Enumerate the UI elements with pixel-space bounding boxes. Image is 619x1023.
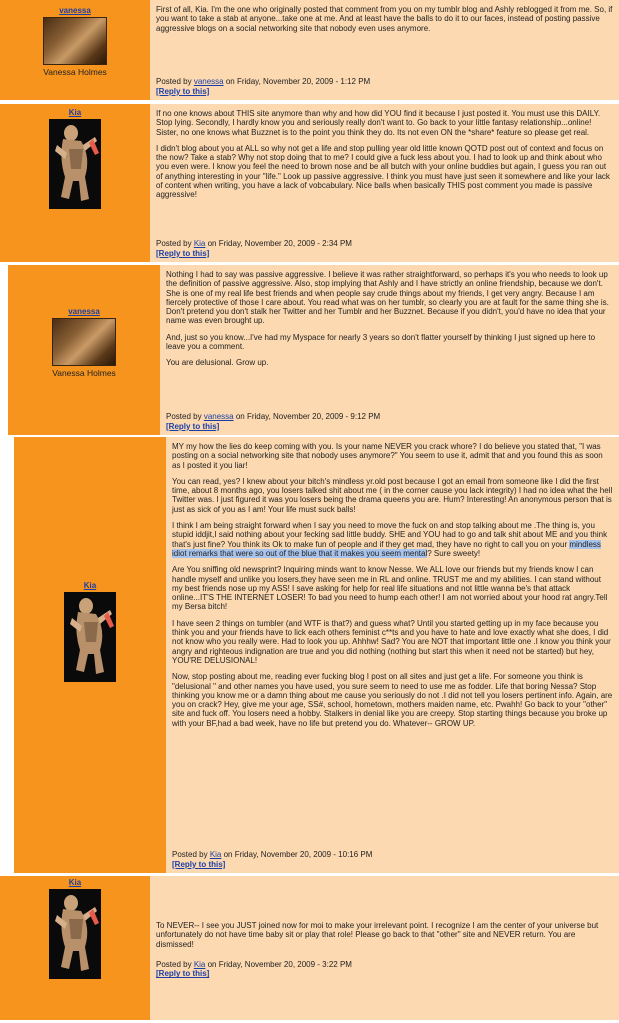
reply-link[interactable]: [Reply to this] (156, 969, 210, 979)
comment-body (160, 265, 619, 435)
posted-by-prefix: Posted by (156, 77, 194, 87)
posted-date: on Friday, November 20, 2009 - 2:34 PM (205, 239, 352, 249)
posted-date: on Friday, November 20, 2009 - 3:22 PM (205, 959, 352, 969)
author-username-link[interactable]: Kia (68, 108, 82, 117)
comment (0, 876, 619, 1020)
author-realname: Vanessa Holmes (52, 368, 116, 378)
reply-link[interactable]: [Reply to this] (166, 421, 220, 431)
comment-paragraph: Nothing I had to say was passive aggressive. I believe it was rather straightforward, so perhaps it's you who needs to look up the definition of passive aggressive. Also, stop implying that Ashly and I have strictly an online friendship, because we don't. She is one of my real life best friends and when people say crude things about my friends, I get very angry. Because I am fiercely protective of those I care about. You read what was on her tumblr, so clearly you are at fault for the same thing she is. Don't pretend you don't stalk her Twitter and her Tumblr and her Buzznet. Because if you didn't, you'd have no idea that your name was even brought up. (166, 270, 609, 326)
comment-author-panel (0, 104, 150, 262)
comment (0, 0, 619, 100)
posted-by-prefix: Posted by (156, 239, 194, 249)
comment-body (166, 437, 619, 873)
comment-paragraph: MY my how the lies do keep coming with you. Is your name NEVER you crack whore? I do believe you stated that, "I was posting on a social networking site that nobody uses anymore?" You seem to use it, admit that and you found this as soon as I posted it you liar! (172, 442, 603, 470)
comment-paragraph: And, just so you know...I've had my Myspace for nearly 3 years so don't flatter yourself by thinking I just signed up here to leave you a comment. (166, 332, 596, 352)
author-username-link[interactable]: Kia (193, 239, 206, 249)
author-username-link[interactable]: Kia (68, 878, 82, 887)
comment-meta (156, 77, 613, 86)
crouching-figure-avatar-icon[interactable] (49, 119, 101, 209)
comment-paragraph: Now, stop posting about me, reading ever fucking blog I post on all sites and just get a life. For someone you think is "delusional " and other names you have used, you sure seem to need to use me as fodder. Life that boring Nessa? Stop thinking you know me or a damn thing about me cause you seriously do not .I did not tell you losers pertinent info. Again, are you on crack? Hey, give me your age, SS#, school, hometown, mothers maiden name, etc. Pwahh! Go back to your "other" site and fuck off. You losers need a hobby. Stalkers in denial like you are creepy. Stop starting things because you broke up with your BF,had a bad week, have no life but pretend you do. Whatever-- GROW UP. (172, 672, 613, 728)
comment (8, 265, 619, 435)
photo-avatar-icon[interactable] (43, 17, 107, 65)
comment-meta (156, 239, 613, 248)
reply-link[interactable]: [Reply to this] (172, 859, 226, 869)
reply-link[interactable]: [Reply to this] (156, 86, 210, 96)
author-username-link[interactable]: vanessa (59, 6, 91, 15)
comment-text: ? Sure sweety! (427, 548, 481, 558)
comment-author-panel (0, 876, 150, 1020)
comment-paragraph: You can read, yes? I knew about your bitch's mindless yr.old post because I got an email from someone like I did the first time, about 8 months ago, you losers talked shit about me ( in the corner cause you lack integrity) I had no idea what the hell Twitter was. I just figured it was you losers being the drama queens you are. Hum? Interesting! An anonymous person that is just as sick of you as I am! Your life must suck balls! (172, 476, 613, 514)
posted-date: on Friday, November 20, 2009 - 10:16 PM (221, 850, 373, 860)
comment-paragraph: If no one knows about THIS site anymore than why and how did YOU find it because I just posted it. You must use this DAILY. Stop lying. Secondly, I hardly know you and seriously really don't want to. Go back to your little fantasy relationship...online! Sister, no one knows what Buzznet is to the point you think they do. Its not even ON the *share* feature so please get real. (156, 109, 601, 137)
photo-avatar-icon[interactable] (52, 318, 116, 366)
author-username-link[interactable]: vanessa (68, 307, 100, 316)
comment-paragraph: I have seen 2 things on tumbler (and WTF is that?) and guess what? Until you started getting up in my face because you think you and your friends have to lick each others feminist c**ts and you have to hate and love exactly what she does, I did not know who you really were. Had to look you up. Ahhhw! Sad? You are NOT that important little one .I know you think your angry and righteous indignation are true and you did nothing (nothing but start this when it need not be started) but hey, YOU'RE DELUSIONAL! (172, 618, 611, 665)
author-username-link[interactable]: Kia (193, 959, 206, 969)
comment-meta (166, 412, 613, 421)
comment-paragraph: To NEVER-- I see you JUST joined now for moi to make your irrelevant point. I recognize I am the center of your universe but unfortunately do not have time baby sit or play that role! Please go back to that "other" site and NEVER return. You are dismissed! (156, 921, 599, 949)
comment-author-panel (0, 0, 150, 100)
comment-paragraph (172, 521, 613, 558)
posted-date: on Friday, November 20, 2009 - 9:12 PM (233, 412, 381, 422)
comment-paragraph: First of all, Kia. I'm the one who originally posted that comment from you on my tumblr blog and Ashly reblogged it from me. So, if you want to take a stab at anyone...take one at me. And at least have the balls to do it to our faces, instead of posting passive aggressive blogs on a social networking site that nobody even uses anymore. (156, 5, 613, 33)
highlighted-text-selection[interactable]: mindless idiot remarks that were so out of the blue that it makes you seem mental (172, 539, 601, 558)
comment-paragraph: Are You sniffing old newsprint? Inquiring minds want to know Nesse. We ALL love our friends but my friends know I can handle myself and unlike you losers,they have seen me in RL and online. TRUST me and my abilities. I can stand without my best friends nose up my ASS! I save asking for help for real life situations and not little wanna be's that attack online...IT'S THE INTERNET LOSER! To bad you need to hump each other! I am not worried about your hood rat angry.Tell my Bersa bitch! (172, 565, 608, 612)
comment-body (150, 0, 619, 100)
comment-paragraph: You are delusional. Grow up. (166, 358, 269, 368)
posted-date: on Friday, November 20, 2009 - 1:12 PM (223, 77, 371, 87)
posted-by-prefix: Posted by (156, 959, 194, 969)
comment-body (150, 104, 619, 262)
reply-link[interactable]: [Reply to this] (156, 248, 210, 258)
comment (0, 104, 619, 262)
comment-body (150, 876, 619, 1020)
author-username-link[interactable]: vanessa (193, 77, 224, 87)
comment-paragraph: I didn't blog about you at ALL so why not get a life and stop pulling year old little known QOTD post out of context and focus on the now? Take a stab? Why not stop doing that to me? I could give a fuck less about you. I had to look up and think about who you even were. I know you feel the need to brown nose and be all butch with your online buddies but again, I guess you ran out of anything interesting in your "life." Look up passive aggressive. I think you must have just seen it somewhere and like your lack of content when writing, you have a lack of vobcabulary. Nice balls when basically THIS post comment you made is passive aggressive! (156, 143, 610, 200)
author-username-link[interactable]: Kia (83, 581, 97, 590)
crouching-figure-avatar-icon[interactable] (49, 889, 101, 979)
comment-meta (172, 850, 613, 859)
author-username-link[interactable]: vanessa (203, 412, 234, 422)
crouching-figure-avatar-icon[interactable] (64, 592, 116, 682)
comment-author-panel (14, 437, 166, 873)
author-realname: Vanessa Holmes (43, 67, 107, 77)
comment-text: I think I am being straight forward when I say you need to move the fuck on and stop talking about me .The thing is, you stupid iddjit,I said nothing about your fecking sad little buddy. SHE and YOU had to go and talk shit about ME and you think that's just fine? You think its Ok to make fun of people and if they get mad, they have no right to call you on your (172, 521, 608, 549)
posted-by-prefix: Posted by (172, 850, 210, 860)
comment-meta (156, 960, 613, 969)
posted-by-prefix: Posted by (166, 412, 204, 422)
comment (14, 437, 619, 873)
author-username-link[interactable]: Kia (209, 850, 222, 860)
comment-author-panel (8, 265, 160, 435)
